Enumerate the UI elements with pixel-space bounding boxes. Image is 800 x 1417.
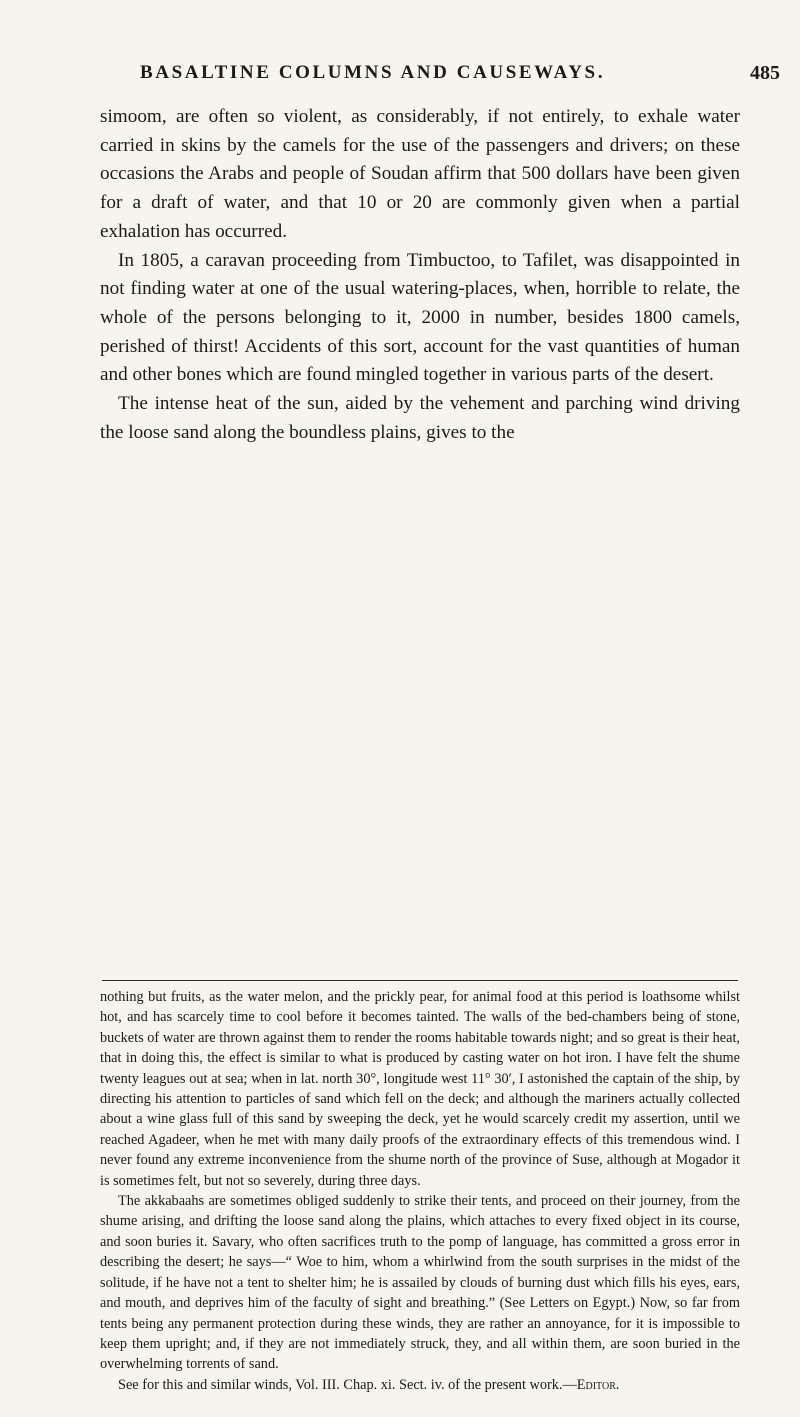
footnote-paragraph: nothing but fruits, as the water melon, and the prickly pear, for animal food at this period is loathsome whilst hot, and has scarcely time to cool before it becomes tainted. The walls of the bed-chambers being of stone, buckets of water are thrown against them to render the rooms habitable towards night; and so great is their heat, that in doing this, the effect is similar to what is produced by casting water on hot iron. I have felt the shume twenty leagues out at sea; when in lat. north 30°, longitude west 11° 30′, I astonished the captain of the ship, by directing his attention to particles of sand which fell on the deck; and although the mariners actually collected about a wine glass full of this sand by sweeping the deck, yet he would scarcely credit my assertion, until we reached Agadeer, when he met with many daily proofs of the extraordinary effects of this tremendous wind. I never found any extreme inconvenience from the shume north of the province of Suse, although at Mogador it is sometimes felt, but not so severely, during three days. xyxy=(100,989,740,1189)
footnote-divider xyxy=(102,980,738,981)
body-paragraph: simoom, are often so violent, as considerably, if not entirely, to exhale water carried in skins by the camels for the use of the passengers and drivers; on these occasions the Arabs and people of Soudan affirm that 500 dollars have been given for a draft of water, and that 10 or 20 are commonly given when a partial exhalation has occurred. xyxy=(100,106,740,242)
body-paragraph: In 1805, a caravan proceeding from Timbuctoo, to Tafilet, was disappointed in not finding water at one of the usual watering-places, when, horrible to relate, the whole of the persons belonging to it, 2000 in number, besides 1800 camels, perished of thirst! Accidents of this sort, account for the vast quantities of human and other bones which are found mingled together in various parts of the desert. xyxy=(100,249,740,386)
footnote-paragraph-last xyxy=(100,1375,740,1395)
running-head xyxy=(130,62,780,92)
footnote-paragraph: The akkabaahs are sometimes obliged suddenly to strike their tents, and proceed on their journey, from the shume arising, and drifting the loose sand along the plains, which attaches to every fixed object in its course, and soon buries it. Savary, who often sacrifices truth to the pomp of language, has committed a gross error in describing the desert; he says—“ Woe to him, whom a whirlwind from the south surprises in the midst of the solitude, if he have not a tent to shelter him; he is assailed by clouds of burning dust which fills his eyes, ears, and mouth, and deprives him of the faculty of sight and breathing.” (See Letters on Egypt.) Now, so far from tents being any permanent protection during these winds, they are rather an annoyance, for it is impossible to keep them upright; and, if they are not immediately struck, they, and all within them, are soon buried in the overwhelming torrents of sand. xyxy=(100,1193,740,1373)
body-paragraph: The intense heat of the sun, aided by the vehement and parching wind driving the loose sand along the boundless plains, gives to the xyxy=(100,393,740,443)
footnote xyxy=(100,987,740,1395)
editor-signature: Editor. xyxy=(576,1376,620,1393)
footnote-reference: See for this and similar winds, Vol. III. Chap. xi. Sect. iv. of the present work.— xyxy=(118,1376,577,1393)
page-number: 485 xyxy=(750,62,780,84)
main-text xyxy=(100,103,740,447)
running-title: BASALTINE COLUMNS AND CAUSEWAYS. xyxy=(140,62,606,83)
